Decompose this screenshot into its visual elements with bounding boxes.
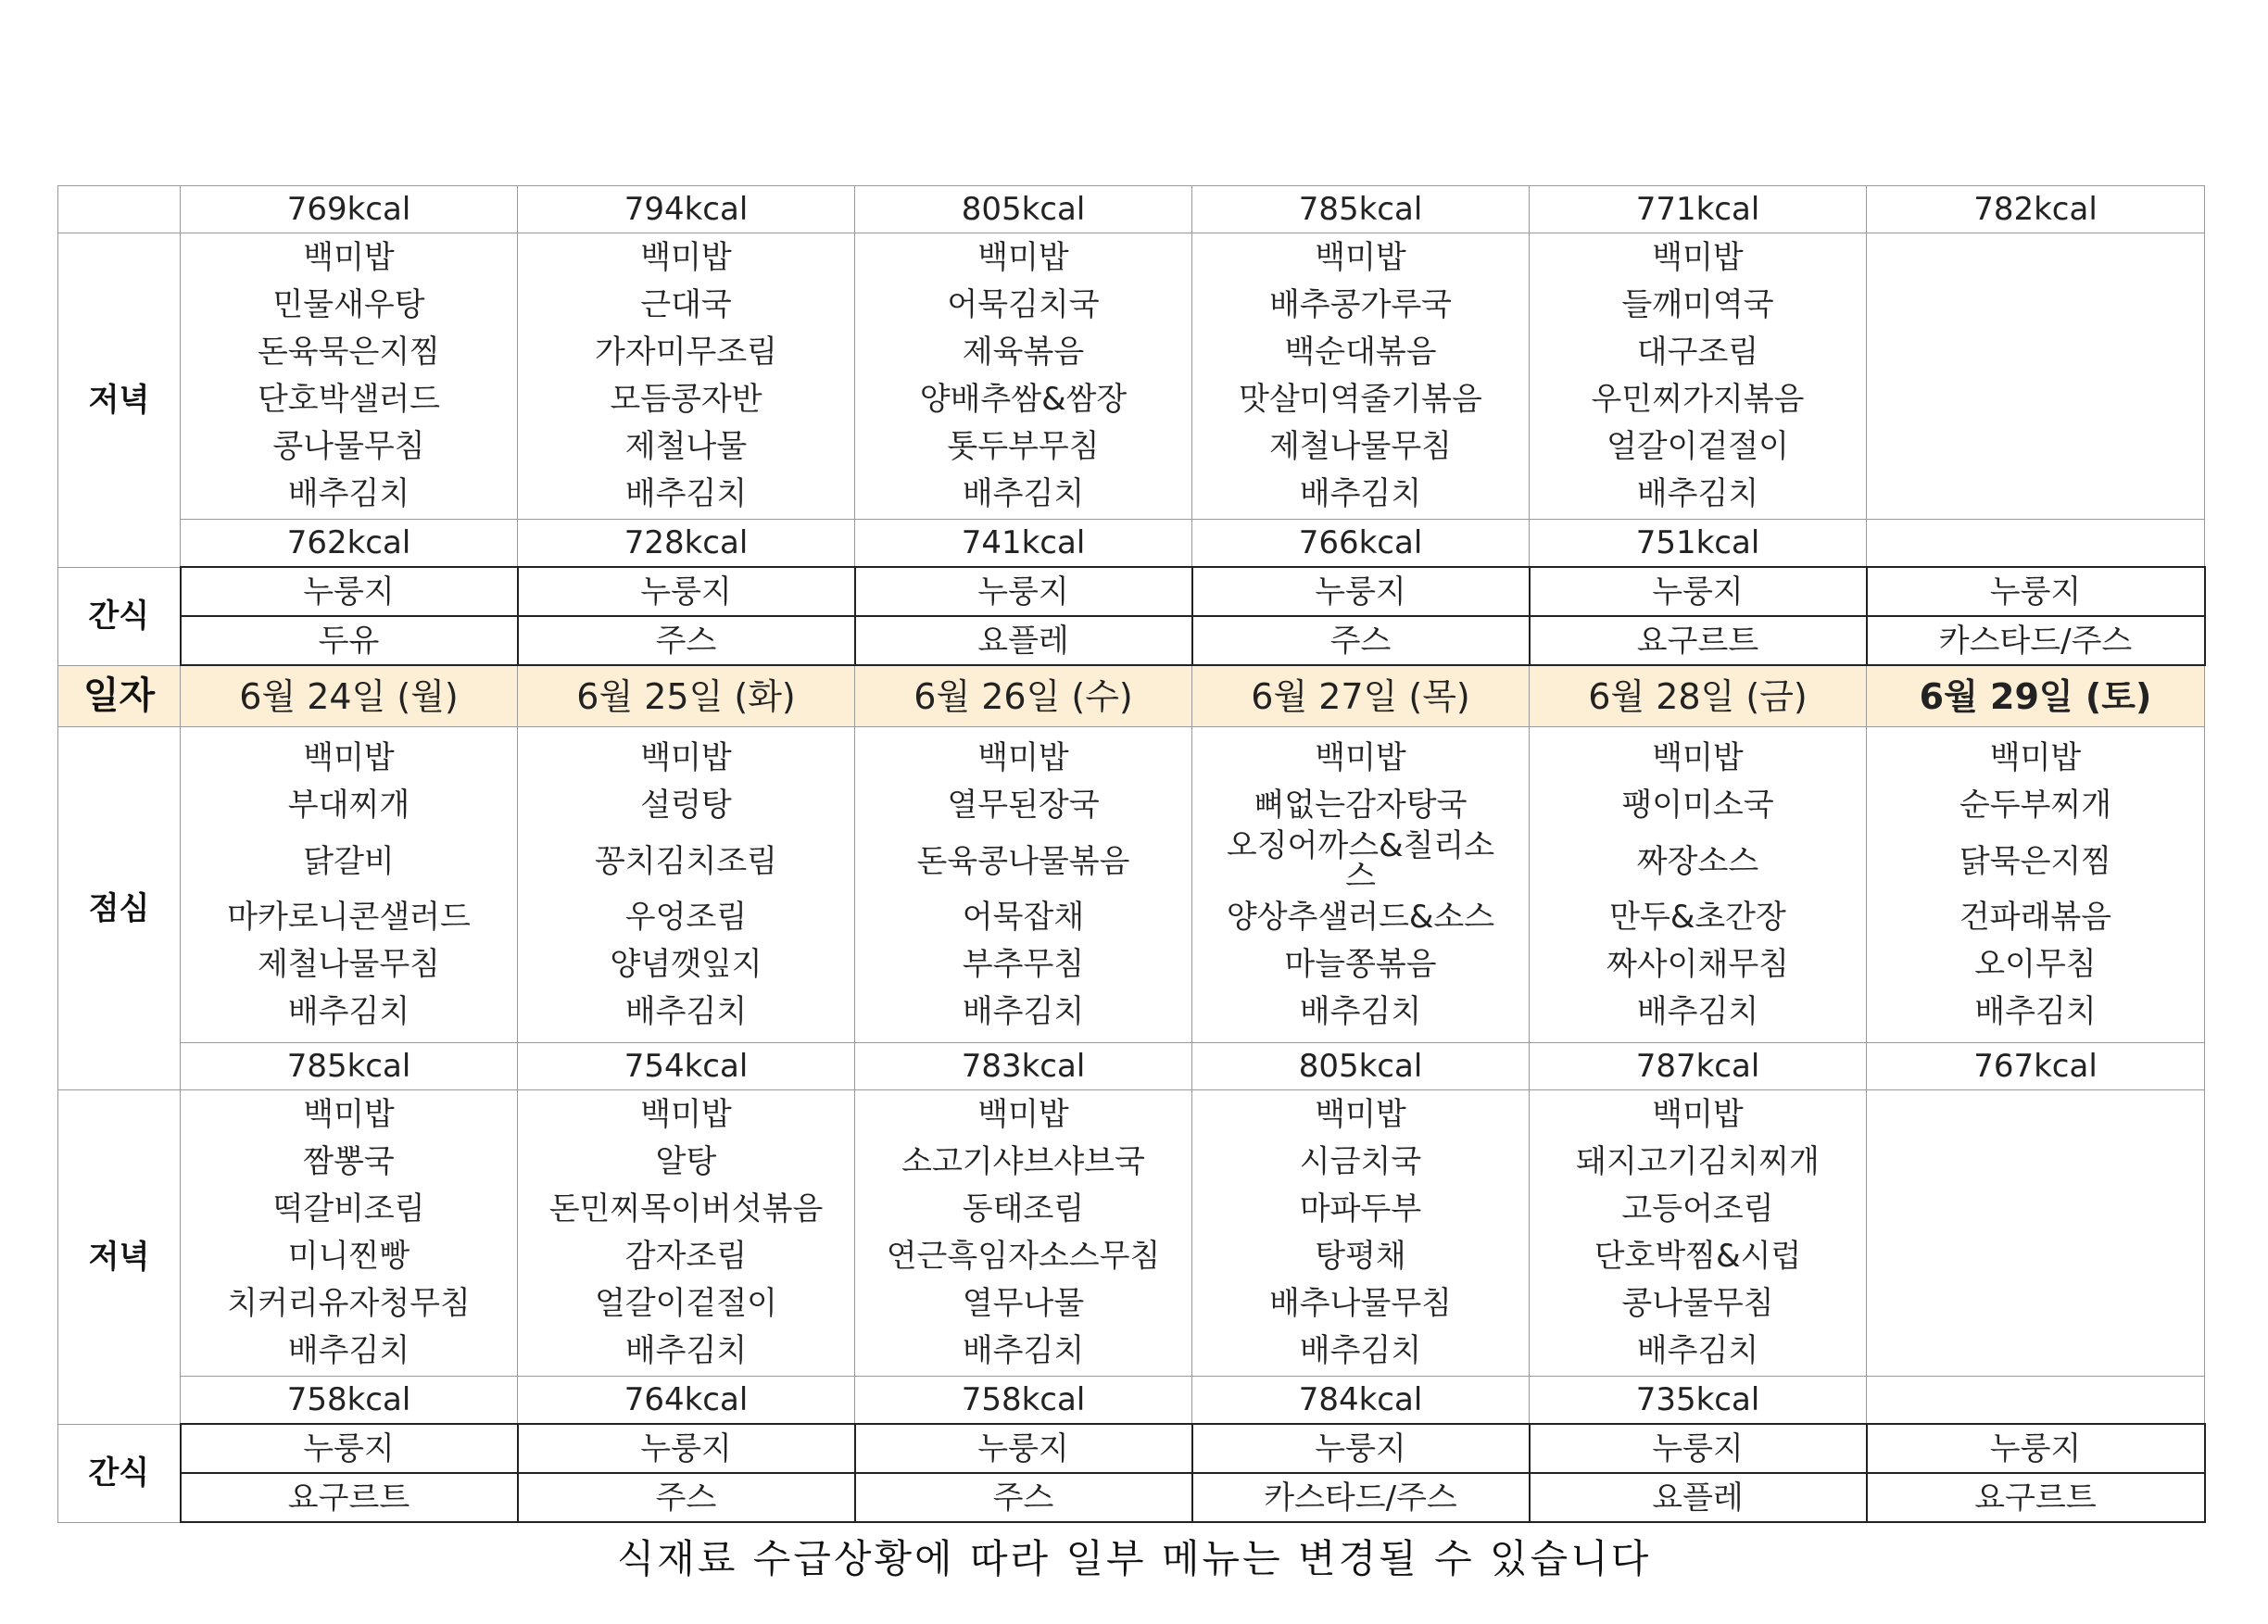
meal-label-snack: 간식 (58, 1424, 181, 1522)
menu-item: 배추김치 (1299, 475, 1422, 512)
menu-item: 배추김치 (287, 475, 410, 512)
menu-item: 백미밥 (1652, 738, 1744, 776)
menu-item: 소고기샤브샤브국 (901, 1143, 1145, 1180)
menu-item: 열무나물 (962, 1285, 1085, 1322)
snack-cell: 요플레 (1530, 1473, 1867, 1522)
date-cell: 6월 26일 (수) (855, 665, 1192, 727)
kcal-cell (1867, 1377, 2205, 1425)
snack-cell: 요구르트 (1530, 616, 1867, 665)
menu-item: 백미밥 (303, 239, 395, 276)
menu-item: 가자미무조림 (594, 334, 778, 371)
menu-cell (1192, 1090, 1530, 1377)
menu-item: 시금치국 (1299, 1143, 1422, 1180)
snack-cell: 두유 (181, 616, 518, 665)
menu-item: 배추김치 (287, 992, 410, 1030)
meal-label-lunch: 점심 (58, 727, 181, 1090)
snack-cell: 누룽지 (181, 567, 518, 616)
kcal-cell: 758kcal (855, 1377, 1192, 1425)
menu-item: 콩나물무침 (272, 428, 425, 465)
menu-item: 배추김치 (624, 475, 748, 512)
snack-cell: 누룽지 (518, 567, 855, 616)
menu-item: 톳두부무침 (947, 428, 1100, 465)
dinner-kcal-row (58, 520, 2205, 568)
kcal-cell: 741kcal (855, 520, 1192, 568)
snack-cell: 요플레 (855, 616, 1192, 665)
menu-item: 동태조림 (962, 1190, 1085, 1227)
menu-cell (518, 233, 855, 520)
menu-cell (181, 233, 518, 520)
kcal-cell: 782kcal (1867, 186, 2205, 233)
menu-item: 배추콩가루국 (1268, 286, 1453, 323)
menu-item: 백미밥 (1989, 738, 2082, 776)
snack-cell: 누룽지 (181, 1424, 518, 1473)
snack-cell: 누룽지 (1192, 1424, 1530, 1473)
snack-cell: 주스 (518, 1473, 855, 1522)
menu-item: 꽁치김치조림 (594, 842, 778, 880)
menu-item: 제철나물무침 (257, 945, 441, 983)
snack-cell: 누룽지 (1530, 1424, 1867, 1473)
menu-cell (855, 1090, 1192, 1377)
menu-item: 부추무침 (962, 945, 1085, 983)
menu-item: 양념깻잎지 (610, 945, 762, 983)
menu-cell (1530, 233, 1867, 520)
menu-item: 마카로니콘샐러드 (227, 898, 471, 936)
menu-item: 배추김치 (962, 475, 1085, 512)
snack-row-2 (58, 1473, 2205, 1522)
menu-item: 근대국 (640, 286, 732, 323)
menu-item: 백미밥 (1315, 1096, 1406, 1133)
kcal-cell: 785kcal (181, 1043, 518, 1090)
snack-cell: 누룽지 (855, 1424, 1192, 1473)
date-label: 일자 (58, 665, 181, 727)
menu-item: 돈민찌목이버섯볶음 (548, 1190, 824, 1227)
menu-item: 모듬콩자반 (610, 381, 762, 418)
dinner-kcal-row (58, 1377, 2205, 1425)
kcal-cell: 735kcal (1530, 1377, 1867, 1425)
meal-label-dinner: 저녁 (58, 233, 181, 568)
menu-item: 연근흑임자소스무침 (886, 1238, 1161, 1275)
menu-item: 단호박찜&시럽 (1594, 1238, 1802, 1275)
dinner-menu-row (58, 1090, 2205, 1377)
menu-item: 어묵잡채 (962, 898, 1085, 936)
menu-item: 제철나물무침 (1268, 428, 1453, 465)
menu-item: 오이무침 (1974, 945, 2097, 983)
snack-cell: 주스 (1192, 616, 1530, 665)
menu-item: 탕평채 (1315, 1238, 1406, 1275)
menu-item: 고등어조림 (1621, 1190, 1774, 1227)
snack-cell: 누룽지 (855, 567, 1192, 616)
menu-item: 민물새우탕 (272, 286, 425, 323)
menu-item: 백미밥 (640, 239, 732, 276)
menu-item: 제육볶음 (962, 334, 1085, 371)
kcal-cell: 805kcal (855, 186, 1192, 233)
snack-cell: 주스 (855, 1473, 1192, 1522)
menu-item: 백미밥 (303, 1096, 395, 1133)
meal-label-snack: 간식 (58, 567, 181, 665)
menu-item: 오징어까스&칠리소스 (1226, 826, 1495, 895)
menu-cell (181, 1090, 518, 1377)
snack-cell: 누룽지 (1867, 567, 2205, 616)
menu-item: 배추김치 (1636, 992, 1759, 1030)
menu-item: 닭갈비 (303, 842, 395, 880)
menu-cell (1192, 727, 1530, 1043)
menu-cell (181, 727, 518, 1043)
menu-cell (518, 1090, 855, 1377)
kcal-cell: 766kcal (1192, 520, 1530, 568)
menu-item: 열무된장국 (947, 786, 1100, 824)
snack-cell: 누룽지 (1867, 1424, 2205, 1473)
kcal-cell (1867, 520, 2205, 568)
menu-item: 돈육콩나물볶음 (916, 842, 1130, 880)
menu-item: 배추김치 (1299, 1332, 1422, 1369)
meal-label-dinner: 저녁 (58, 1090, 181, 1425)
menu-item: 단호박샐러드 (257, 381, 441, 418)
dinner-menu-row (58, 233, 2205, 520)
date-cell: 6월 29일 (토) (1867, 665, 2205, 727)
menu-item: 백미밥 (303, 738, 395, 776)
snack-row-1 (58, 567, 2205, 616)
lunch-menu-row (58, 727, 2205, 1043)
snack-cell: 요구르트 (181, 1473, 518, 1522)
menu-item: 감자조림 (624, 1238, 748, 1275)
weekly-menu-table (57, 185, 2206, 1523)
snack-row-1 (58, 1424, 2205, 1473)
menu-item: 순두부찌개 (1959, 786, 2112, 824)
menu-cell (1530, 727, 1867, 1043)
snack-row-2 (58, 616, 2205, 665)
menu-item: 백미밥 (977, 738, 1069, 776)
menu-item: 들깨미역국 (1621, 286, 1774, 323)
menu-change-notice: 식재료 수급상황에 따라 일부 메뉴는 변경될 수 있습니다 (616, 1536, 1652, 1581)
menu-item: 배추나물무침 (1268, 1285, 1453, 1322)
kcal-cell: 771kcal (1530, 186, 1867, 233)
menu-item: 백미밥 (640, 738, 732, 776)
date-cell: 6월 28일 (금) (1530, 665, 1867, 727)
menu-cell (1530, 1090, 1867, 1377)
menu-item: 우엉조림 (624, 898, 748, 936)
menu-item: 백미밥 (1315, 239, 1406, 276)
menu-item: 닭묵은지찜 (1959, 842, 2112, 880)
menu-item: 백미밥 (1652, 1096, 1744, 1133)
menu-item: 배추김치 (287, 1332, 410, 1369)
menu-item: 맛살미역줄기볶음 (1239, 381, 1482, 418)
date-cell: 6월 24일 (월) (181, 665, 518, 727)
kcal-row-top (58, 186, 2205, 233)
menu-item: 제철나물 (624, 428, 748, 465)
kcal-cell: 805kcal (1192, 1043, 1530, 1090)
snack-cell: 누룽지 (1192, 567, 1530, 616)
menu-cell-empty (1867, 233, 2205, 520)
menu-item: 마늘쫑볶음 (1284, 945, 1437, 983)
kcal-cell: 784kcal (1192, 1377, 1530, 1425)
menu-item: 건파래볶음 (1959, 898, 2112, 936)
snack-cell: 주스 (518, 616, 855, 665)
kcal-cell: 758kcal (181, 1377, 518, 1425)
menu-item: 만두&초간장 (1609, 898, 1786, 936)
kcal-cell: 762kcal (181, 520, 518, 568)
menu-item: 백미밥 (640, 1096, 732, 1133)
snack-cell: 누룽지 (518, 1424, 855, 1473)
menu-item: 미니찐빵 (287, 1238, 410, 1275)
lunch-kcal-row (58, 1043, 2205, 1090)
snack-cell: 누룽지 (1530, 567, 1867, 616)
menu-item: 어묵김치국 (947, 286, 1100, 323)
menu-item: 배추김치 (624, 992, 748, 1030)
menu-cell (1867, 727, 2205, 1043)
kcal-cell: 767kcal (1867, 1043, 2205, 1090)
kcal-cell: 754kcal (518, 1043, 855, 1090)
menu-item: 짜장소스 (1636, 842, 1759, 880)
menu-item: 백미밥 (977, 1096, 1069, 1133)
kcal-cell: 785kcal (1192, 186, 1530, 233)
menu-item: 양상추샐러드&소스 (1226, 898, 1495, 936)
snack-cell: 카스타드/주스 (1192, 1473, 1530, 1522)
menu-item: 배추김치 (1974, 992, 2097, 1030)
menu-cell-empty (1867, 1090, 2205, 1377)
menu-item: 대구조림 (1636, 334, 1759, 371)
menu-item: 배추김치 (1299, 992, 1422, 1030)
menu-item: 배추김치 (1636, 1332, 1759, 1369)
menu-item: 부대찌개 (287, 786, 410, 824)
menu-item: 설렁탕 (640, 786, 732, 824)
menu-cell (855, 233, 1192, 520)
menu-cell (518, 727, 855, 1043)
menu-item: 팽이미소국 (1621, 786, 1774, 824)
menu-item: 배추김치 (624, 1332, 748, 1369)
kcal-cell: 769kcal (181, 186, 518, 233)
kcal-cell: 783kcal (855, 1043, 1192, 1090)
snack-cell: 카스타드/주스 (1867, 616, 2205, 665)
menu-item: 마파두부 (1299, 1190, 1422, 1227)
menu-cell (1192, 233, 1530, 520)
menu-item: 양배추쌈&쌈장 (919, 381, 1128, 418)
menu-item: 짬뽕국 (303, 1143, 395, 1180)
menu-item: 콩나물무침 (1621, 1285, 1774, 1322)
kcal-cell: 751kcal (1530, 520, 1867, 568)
date-cell: 6월 25일 (화) (518, 665, 855, 727)
kcal-cell: 764kcal (518, 1377, 855, 1425)
empty-label-cell (58, 186, 181, 233)
kcal-cell: 787kcal (1530, 1043, 1867, 1090)
menu-item: 백순대볶음 (1284, 334, 1437, 371)
menu-item: 짜사이채무침 (1606, 945, 1790, 983)
menu-item: 배추김치 (962, 992, 1085, 1030)
menu-item: 떡갈비조림 (272, 1190, 425, 1227)
date-row (58, 665, 2205, 727)
menu-item: 알탕 (655, 1143, 717, 1180)
snack-cell: 요구르트 (1867, 1473, 2205, 1522)
menu-item: 돈육묵은지찜 (257, 334, 441, 371)
menu-item: 치커리유자청무침 (227, 1285, 471, 1322)
menu-item: 배추김치 (962, 1332, 1085, 1369)
menu-item: 얼갈이겉절이 (1606, 428, 1790, 465)
menu-item: 얼갈이겉절이 (594, 1285, 778, 1322)
kcal-cell: 728kcal (518, 520, 855, 568)
menu-cell (855, 727, 1192, 1043)
menu-item: 백미밥 (977, 239, 1069, 276)
kcal-cell: 794kcal (518, 186, 855, 233)
menu-item: 돼지고기김치찌개 (1576, 1143, 1820, 1180)
menu-item: 백미밥 (1652, 239, 1744, 276)
date-cell: 6월 27일 (목) (1192, 665, 1530, 727)
menu-item: 배추김치 (1636, 475, 1759, 512)
menu-item: 뼈없는감자탕국 (1254, 786, 1468, 824)
menu-item: 백미밥 (1315, 738, 1406, 776)
menu-item: 우민찌가지볶음 (1591, 381, 1805, 418)
